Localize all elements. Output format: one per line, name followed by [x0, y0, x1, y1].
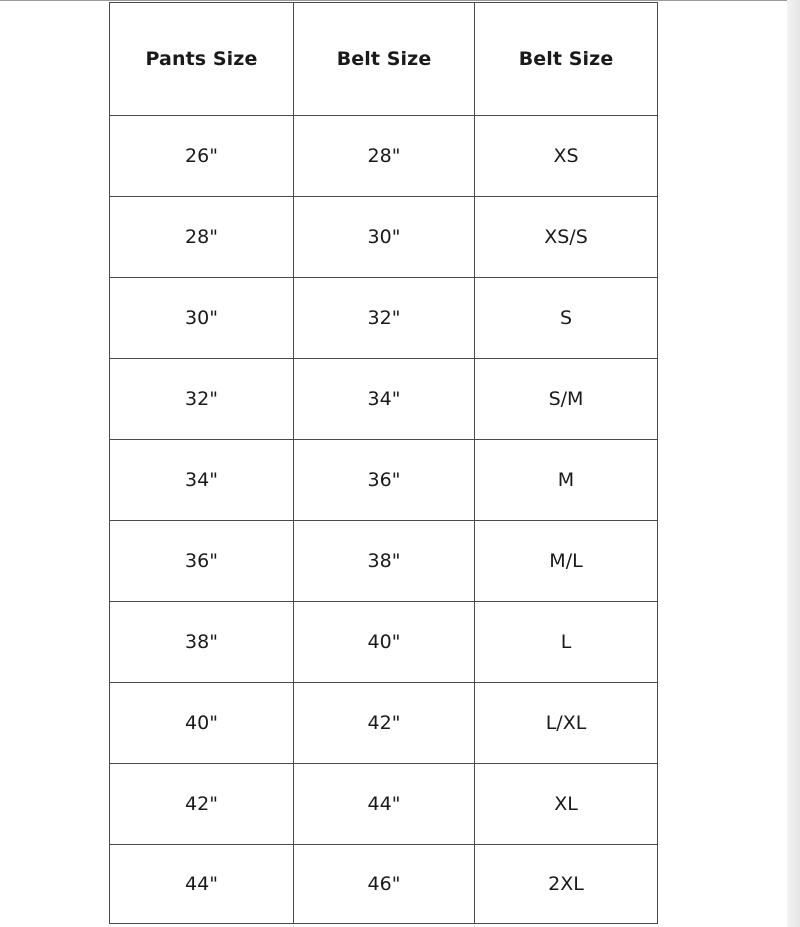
cell-pants-size: 42"	[110, 764, 294, 845]
cell-pants-size: 28"	[110, 197, 294, 278]
cell-pants-size: 32"	[110, 359, 294, 440]
cell-belt-size-inches: 28"	[294, 116, 475, 197]
cell-belt-size-letter: L/XL	[475, 683, 658, 764]
cell-belt-size-inches: 30"	[294, 197, 475, 278]
table-row	[110, 359, 658, 440]
page-edge	[787, 0, 800, 927]
table-row	[110, 521, 658, 602]
cell-belt-size-letter: M/L	[475, 521, 658, 602]
cell-pants-size: 30"	[110, 278, 294, 359]
cell-pants-size: 34"	[110, 440, 294, 521]
table-row	[110, 683, 658, 764]
cell-belt-size-letter: L	[475, 602, 658, 683]
header-pants-size: Pants Size	[110, 3, 294, 116]
header-row	[110, 3, 658, 116]
cell-belt-size-letter: 2XL	[475, 845, 658, 924]
cell-belt-size-letter: S	[475, 278, 658, 359]
cell-pants-size: 38"	[110, 602, 294, 683]
cell-belt-size-letter: XS	[475, 116, 658, 197]
cell-belt-size-inches: 32"	[294, 278, 475, 359]
header-belt-size-inches: Belt Size	[294, 3, 475, 116]
cell-belt-size-inches: 42"	[294, 683, 475, 764]
cell-pants-size: 26"	[110, 116, 294, 197]
cell-belt-size-inches: 46"	[294, 845, 475, 924]
table-row	[110, 197, 658, 278]
cell-belt-size-inches: 40"	[294, 602, 475, 683]
cell-belt-size-inches: 44"	[294, 764, 475, 845]
header-belt-size-letter: Belt Size	[475, 3, 658, 116]
size-chart-table	[109, 2, 658, 924]
cell-pants-size: 44"	[110, 845, 294, 924]
table-row	[110, 845, 658, 924]
cell-belt-size-inches: 36"	[294, 440, 475, 521]
cell-pants-size: 36"	[110, 521, 294, 602]
top-divider	[0, 0, 800, 1]
cell-belt-size-letter: M	[475, 440, 658, 521]
cell-belt-size-letter: XL	[475, 764, 658, 845]
table-row	[110, 602, 658, 683]
cell-pants-size: 40"	[110, 683, 294, 764]
cell-belt-size-letter: S/M	[475, 359, 658, 440]
cell-belt-size-letter: XS/S	[475, 197, 658, 278]
cell-belt-size-inches: 34"	[294, 359, 475, 440]
cell-belt-size-inches: 38"	[294, 521, 475, 602]
table-row	[110, 278, 658, 359]
table-row	[110, 440, 658, 521]
table-row	[110, 764, 658, 845]
table-row	[110, 116, 658, 197]
